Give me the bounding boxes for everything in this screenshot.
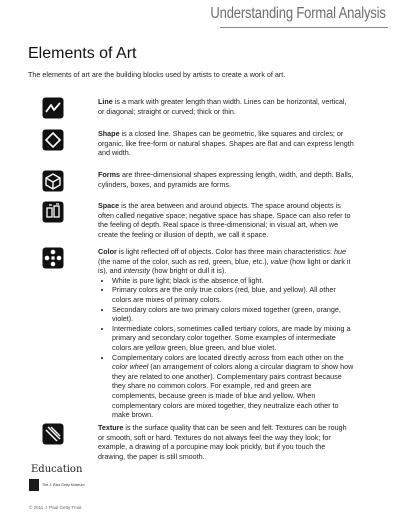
form-icon bbox=[42, 170, 64, 192]
logo-museum-label: The J. Paul Getty Museum bbox=[42, 483, 85, 487]
term-color: Color bbox=[98, 247, 117, 256]
section-line bbox=[62, 97, 354, 116]
shape-icon bbox=[42, 129, 64, 151]
bullet-secondary: • Secondary colors are two primary colors mixed together (green, orange, violet). bbox=[112, 305, 354, 324]
term-forms: Forms bbox=[98, 170, 120, 179]
bullet-complementary-text-2: (an arrangement of colors along a circular diagram to show how they are related to one another). Complementary pairs contrast because they share no common colors. For example, red and green are complements, because green is made of blue and yellow. When complementary colors are mixed together, they neutralize each other to make brown. bbox=[112, 362, 354, 420]
line-icon bbox=[42, 97, 64, 119]
bullet-complementary bbox=[112, 353, 354, 420]
texture-icon bbox=[42, 423, 64, 445]
bullet-primary: • Primary colors are the only true colors (red, blue, and yellow). All other colors are mixes of primary colors. bbox=[112, 285, 354, 304]
getty-education-logo bbox=[29, 464, 99, 487]
term-line: Line bbox=[98, 97, 113, 106]
color-icon bbox=[42, 247, 64, 269]
space-icon bbox=[42, 201, 64, 223]
getty-mark-icon bbox=[29, 479, 39, 491]
bullet-white: • White is pure light; black is the absence of light. bbox=[112, 276, 354, 286]
section-space bbox=[62, 201, 354, 239]
page-intro: The elements of art are the building blocks used by artists to create a work of art. bbox=[28, 70, 286, 79]
texture-text: is the surface quality that can be seen and felt. Textures can be rough or smooth, soft or hard. Textures do not always feel the way they look; for example, a drawing of a porcupine may look prickly, but if you touch the drawing, the paper is still smooth. bbox=[98, 423, 347, 461]
shape-text: is a closed line. Shapes can be geometric, like squares and circles; or organic, like free-form or natural shapes. Shapes are flat and can express length and width. bbox=[98, 129, 354, 158]
bullet-intermediate: • Intermediate colors, sometimes called tertiary colors, are made by mixing a primary and secondary color together. Some examples of intermediate colors are yellow green, blue green, and blue violet. bbox=[112, 324, 354, 353]
color-bullet-list bbox=[98, 276, 354, 420]
logo-education-label: Education bbox=[31, 464, 83, 475]
color-text-4: (how bright or dull it is). bbox=[149, 266, 227, 276]
color-hue: hue bbox=[333, 247, 346, 256]
line-text: is a mark with greater length than width. Lines can be horizontal, vertical, or diagonal; straight or curved; thick or thin. bbox=[98, 97, 347, 116]
term-texture: Texture bbox=[98, 423, 124, 432]
bullet-complementary-text-1: Complementary colors are located directly across from each other on the bbox=[112, 352, 344, 362]
term-shape: Shape bbox=[98, 129, 120, 138]
space-text: is the area between and around objects. The space around objects is often called negative space; negative space has shape. Space can also refer to the feeling of depth. Real space is three-dimensional; in visual art, when we create the feeling or illusion of depth, we call it space. bbox=[98, 201, 351, 239]
copyright: © 2011 J. Paul Getty Trust bbox=[29, 505, 82, 510]
term-space: Space bbox=[98, 201, 120, 210]
section-shape bbox=[62, 129, 354, 158]
color-intensity: intensity bbox=[123, 266, 150, 276]
section-texture bbox=[62, 423, 354, 461]
section-forms bbox=[62, 170, 354, 189]
color-text-2: (the name of the color, such as red, green, blue, etc.), bbox=[98, 256, 271, 266]
color-text-3: (how light or dark it is), and bbox=[98, 256, 351, 276]
section-color bbox=[62, 247, 354, 420]
header-rule bbox=[220, 27, 388, 28]
color-text-1: is light reflected off of objects. Color has three main characteristics: bbox=[116, 247, 334, 256]
forms-text: are three-dimensional shapes expressing length, width, and depth. Balls, cylinders, boxes, and pyramids are forms. bbox=[98, 170, 354, 189]
color-value: value bbox=[270, 256, 288, 266]
page-heading: Elements of Art bbox=[28, 45, 137, 62]
color-wheel-term: color wheel bbox=[112, 362, 149, 372]
header-title: Understanding Formal Analysis bbox=[210, 5, 386, 22]
